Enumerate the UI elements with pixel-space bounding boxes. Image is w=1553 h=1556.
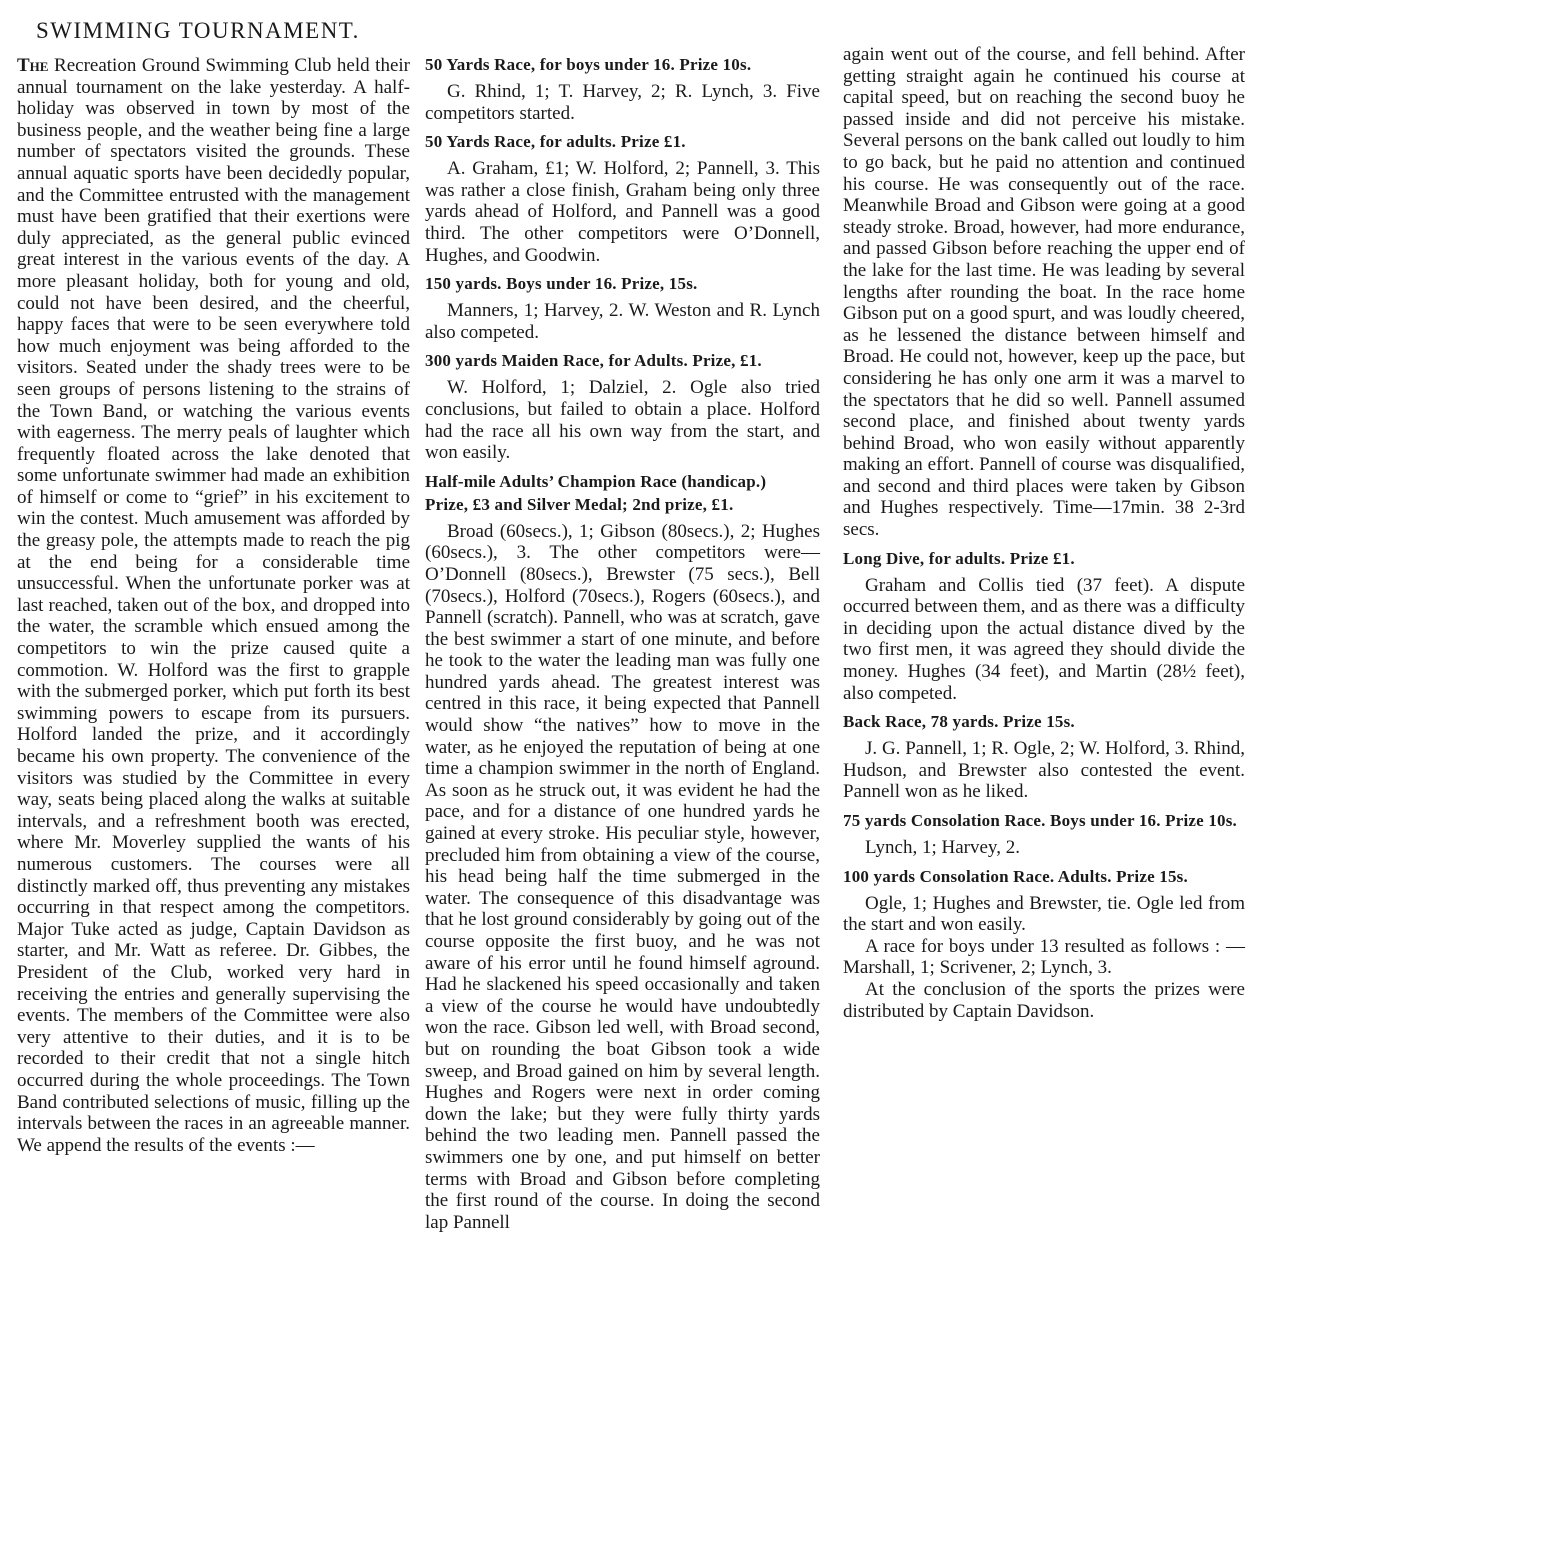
column-2 (425, 54, 820, 1233)
closing-paragraph: At the conclusion of the sports the prizes were distributed by Captain Davidson. (843, 978, 1245, 1022)
race-result: Ogle, 1; Hughes and Brewster, tie. Ogle led from the start and won easily. (843, 892, 1245, 936)
race-heading: Long Dive, for adults. Prize £1. (843, 548, 1075, 568)
intro-paragraph (17, 55, 410, 1156)
race-result: W. Holford, 1; Dalziel, 2. Ogle also tried conclusions, but failed to obtain a place. Holford had the race all his own way from the start, and won easily. (425, 377, 820, 464)
race-heading: 150 yards. Boys under 16. Prize, 15s. (425, 274, 698, 294)
race-heading: 75 yards Consolation Race. Boys under 16. Prize 10s. (843, 811, 1238, 830)
race-result: A. Graham, £1; W. Holford, 2; Pannell, 3. This was rather a close finish, Graham being only three yards ahead of Holford, and Pannell was a good third. The other competitors were O’Donnell, Hughes, and Goodwin. (425, 158, 820, 266)
column-3 (843, 44, 1245, 1022)
race-heading: Back Race, 78 yards. Prize 15s. (843, 712, 1075, 732)
lead-word: The (17, 55, 49, 76)
race-heading: Half-mile Adults’ Champion Race (handicap.) (425, 471, 767, 491)
race-heading-prize: Prize, £3 and Silver Medal; 2nd prize, £1. (425, 494, 734, 514)
race-heading: 50 Yards Race, for boys under 16. Prize 10s. (425, 55, 752, 74)
race-heading: 100 yards Consolation Race. Adults. Prize 15s. (843, 866, 1188, 886)
race-heading: 300 yards Maiden Race, for Adults. Prize, £1. (425, 351, 762, 371)
race-result: Broad (60secs.), 1; Gibson (80secs.), 2; Hughes (60secs.), 3. The other competitors were—O’Donnell (80secs.), Brewster (75 secs.), Bell (70secs.), Holford (70secs.), Rogers (60secs.), and Pannell (scratch). Pannell, who was at scratch, gave the best swimmer a start of one minute, and before he took to the water the leading man was fully one hundred yards ahead. The greatest interest was centred in this race, it being expected that Pannell would show “the natives” how to move in the water, as he enjoyed the reputation of being at one time a champion swimmer in the north of England. As soon as he struck out, it was evident he had the pace, and for a distance of one hundred yards he gained at every stroke. His peculiar style, however, precluded him from obtaining a view of the course, his head being half the time submerged in the water. The consequence of this disadvantage was that he lost ground considerably by going out of the course opposite the first buoy, and he was not aware of his error until he found himself aground. Had he slackened his speed occasionally and taken a view of the course he would have undoubtedly won the race. Gibson led well, with Broad second, but on rounding the boat Gibson took a wide sweep, and Broad gained on him by several length. Hughes and Rogers were next in order coming down the lake; but they were fully thirty yards behind the two leading men. Pannell passed the swimmers one by one, and put himself on better terms with Broad and Gibson before completing the first round of the course. In doing the second lap Pannell (425, 520, 820, 1233)
race-heading: 50 Yards Race, for adults. Prize £1. (425, 132, 686, 152)
intro-body: Recreation Ground Swimming Club held their annual tournament on the lake yesterday. A half-holiday was observed in town by most of the business people, and the weather being fine a large number of spectators visited the grounds. These annual aquatic sports have been decidedly popular, and the Committee entrusted with the management must have been gratified that their exertions were duly appreciated, as the general public evinced great interest in the various events of the day. A more pleasant holiday, both for young and old, could not have been desired, and the cheerful, happy faces that were to be seen everywhere told how much enjoyment was being afforded to the visitors. Seated under the shady trees were to be seen groups of persons listening to the strains of the Town Band, or watching the various events with eagerness. The merry peals of laughter which frequently floated across the lake denoted that some unfortunate swimmer had made an exhibition of himself or come to “grief” in his excitement to win the contest. Much amusement was afforded by the greasy pole, the attempts made to reach the pig at the end being for a considerable time unsuccessful. When the unfortunate porker was at last reached, taken out of the box, and dropped into the water, the scramble which ensued among the competitors to win the prize caused quite a commotion. W. Holford was the first to grapple with the submerged porker, which put forth its best swimming powers to escape from its pursuers. Holford landed the prize, and it accordingly became his own property. The convenience of the visitors was studied by the Committee in every way, seats being placed along the walks at suitable intervals, and a refreshment booth was erected, where Mr. Moverley supplied the wants of his numerous customers. The courses were all distinctly marked off, thus preventing any mistakes occurring in that respect among the competitors. Major Tuke acted as judge, Captain Davidson as starter, and Mr. Watt as referee. Dr. Gibbes, the President of the Club, worked very hard in receiving the entries and generally supervising the events. The members of the Committee were also very attentive to their duties, and it is to be recorded to their credit that not a single hitch occurred during the whole proceedings. The Town Band contributed selections of music, filling up the intervals between the races in an agreeable manner. We append the results of the events :— (17, 55, 411, 1156)
race-result: J. G. Pannell, 1; R. Ogle, 2; W. Holford, 3. Rhind, Hudson, and Brewster also contested the event. Pannell won as he liked. (843, 738, 1245, 803)
race-result: Lynch, 1; Harvey, 2. (865, 837, 1020, 858)
race-result: Manners, 1; Harvey, 2. W. Weston and R. Lynch also competed. (425, 300, 820, 343)
race-result: A race for boys under 13 resulted as follows : — Marshall, 1; Scrivener, 2; Lynch, 3. (843, 935, 1245, 979)
race-result-continued: again went out of the course, and fell behind. After getting straight again he continued his course at capital speed, but on reaching the second buoy he passed inside and did not perceive his mistake. Several persons on the bank called out loudly to him to go back, but he paid no attention and continued his course. He was consequently out of the race. Meanwhile Broad and Gibson were going at a good steady stroke. Broad, however, had more endurance, and passed Gibson before reaching the upper end of the lake for the last time. He was leading by several lengths after rounding the boat. In the race home Gibson put on a good spurt, and was loudly cheered, as he lessened the distance between himself and Broad. He could not, however, keep up the pace, but considering he has only one arm it was a marvel to the spectators that he did so well. Pannell assumed second place, and finished about twenty yards behind Broad, who won easily without apparently making an effort. Pannell of course was disqualified, and second and third places were taken by Gibson and Hughes respectively. Time—17min. 38 2-3rd secs. (843, 44, 1245, 541)
race-result: Graham and Collis tied (37 feet). A dispute occurred between them, and as there was a difficulty in deciding upon the actual distance dived by the two first men, it was agreed they should divide the money. Hughes (34 feet), and Martin (28½ feet), also competed. (843, 574, 1245, 704)
article-title: SWIMMING TOURNAMENT. (36, 18, 360, 43)
race-result: G. Rhind, 1; T. Harvey, 2; R. Lynch, 3. Five competitors started. (425, 81, 820, 124)
column-1 (17, 55, 410, 1156)
